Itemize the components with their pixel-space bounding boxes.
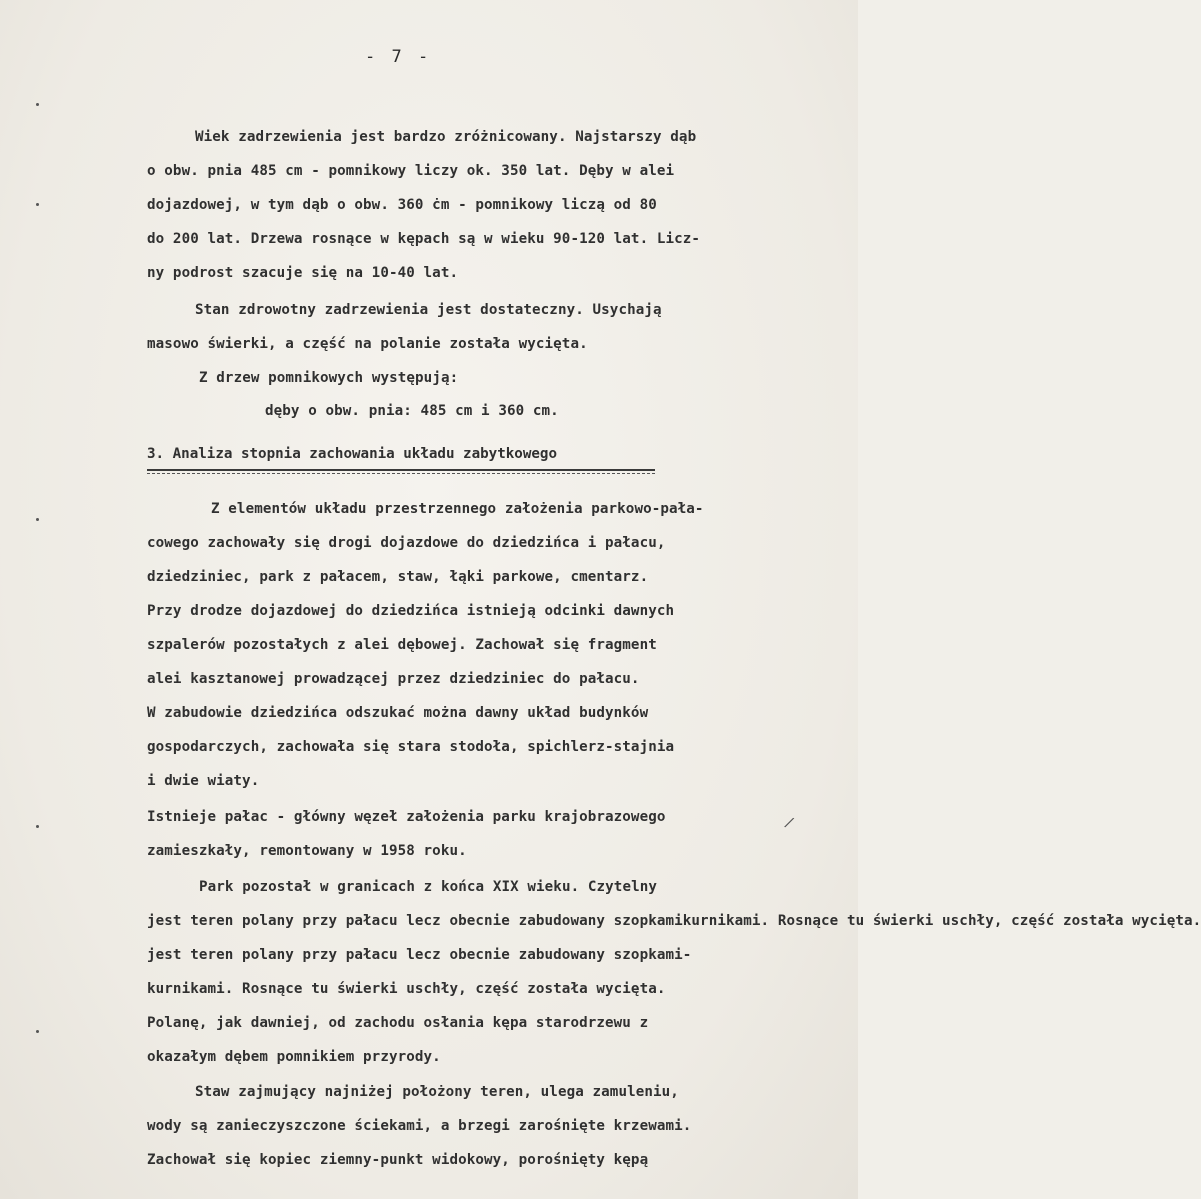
edge-mark [36,203,39,206]
edge-mark [36,518,39,521]
text-line: Wiek zadrzewienia jest bardzo zróżnicowany. Najstarszy dąb [195,129,697,145]
text-line-part: kurnikami. Rosnące tu świerki uschły, część została wycięta. [147,981,666,997]
text-line: masowo świerki, a część na polanie została wycięta. [147,336,588,352]
text-line-part: cowego zachowały się drogi dojazdowe do dziedzińca i pałacu, [147,535,666,551]
text-line: Przy drodze dojazdowej do dziedzińca istnieją odcinki dawnych [147,603,675,619]
heading-underline [147,473,655,474]
text-line: Polanę, jak dawniej, od zachodu osłania kępa starodrzewu z [147,1015,649,1031]
text-line: wody są zanieczyszczone ściekami, a brzegi zarośnięte krzewami. [147,1118,692,1134]
text-line: Park pozostał w granicach z końca XIX wieku. Czytelny [199,879,658,895]
edge-mark [36,825,39,828]
text-line: Staw zajmujący najniżej położony teren, ulega zamuleniu, [195,1084,679,1100]
text-line-part: Z elementów układu przestrzennego założenia parkowo-pała- [211,501,704,517]
text-line: dziedziniec, park z pałacem, staw, łąki parkowe, cmentarz. [147,569,649,585]
text-line: Zachował się kopiec ziemny-punkt widokowy, porośnięty kępą [147,1152,649,1168]
text-line: szpalerów pozostałych z alei dębowej. Zachował się fragment [147,637,657,653]
text-line-part: jest teren polany przy pałacu lecz obecnie zabudowany szopkami- [147,947,692,963]
edge-mark [36,103,39,106]
text-line: okazałym dębem pomnikiem przyrody. [147,1049,441,1065]
text-line: dojazdowej, w tym dąb o obw. 360 ċm - pomnikowy liczą od 80 [147,197,657,213]
text-line: dęby o obw. pnia: 485 cm i 360 cm. [265,403,559,419]
text-line: i dwie wiaty. [147,773,260,789]
page-number: - 7 - [365,47,432,67]
text-line: Z drzew pomnikowych występują: [199,370,459,386]
text-line: alei kasztanowej prowadzącej przez dziedziniec do pałacu. [147,671,640,687]
text-line: Istnieje pałac - główny węzeł założenia parku krajobrazowego [147,809,666,825]
stray-mark: / [782,814,796,832]
text-line: gospodarczych, zachowała się stara stodoła, spichlerz-stajnia [147,739,675,755]
text-line: Stan zdrowotny zadrzewienia jest dostateczny. Usychają [195,302,662,318]
section-heading: 3. Analiza stopnia zachowania układu zabytkowego [147,446,557,462]
text-line-part: do 200 lat. Drzewa rosnące w kępach są w wieku 90-120 lat. Licz- [147,231,701,247]
text-line-part: ny podrost szacuje się na 10-40 lat. [147,265,459,281]
text-line: zamieszkały, remontowany w 1958 roku. [147,843,467,859]
heading-underline [147,469,655,471]
edge-mark [36,1030,39,1033]
text-line: jest teren polany przy pałacu lecz obecnie zabudowany szopkamikurnikami. Rosnące tu świerki uschły, część została wycięta. [147,913,1201,929]
text-line: o obw. pnia 485 cm - pomnikowy liczy ok. 350 lat. Dęby w alei [147,163,675,179]
text-line: W zabudowie dziedzińca odszukać można dawny układ budynków [147,705,649,721]
